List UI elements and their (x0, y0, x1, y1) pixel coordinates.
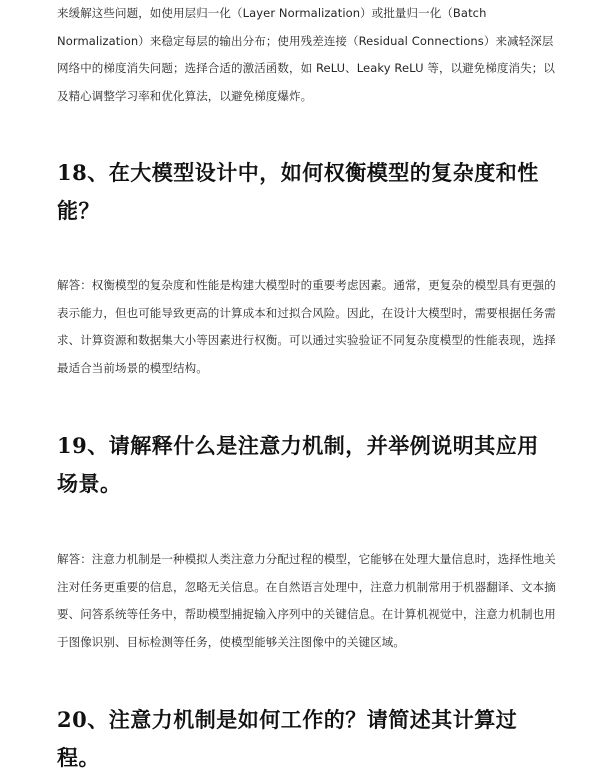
question-18-heading: 18、在大模型设计中，如何权衡模型的复杂度和性能？ (57, 160, 539, 223)
intro-paragraph: 来缓解这些问题，如使用层归一化（Layer Normalization）或批量归一化（Batch Normalization）来稳定每层的输出分布；使用残差连接（Residual Connections）来减轻深层网络中的梯度消失问题；选择合适的激活函数，如 ReLU、Leaky ReLU 等，以避免梯度消失；以及精心调整学习率和优化算法，以避免梯度爆炸。 (57, 6, 555, 103)
question-19-heading: 19、请解释什么是注意力机制，并举例说明其应用场景。 (57, 433, 539, 496)
answer-19-paragraph: 解答：注意力机制是一种模拟人类注意力分配过程的模型，它能够在处理大量信息时，选择性地关注对任务更重要的信息，忽略无关信息。在自然语言处理中，注意力机制常用于机器翻译、文本摘要、问答系统等任务中，帮助模型捕捉输入序列中的关键信息。在计算机视觉中，注意力机制也用于图像识别、目标检测等任务，使模型能够关注图像中的关键区域。 (57, 552, 556, 649)
answer-18-paragraph: 解答：权衡模型的复杂度和性能是构建大模型时的重要考虑因素。通常，更复杂的模型具有更强的表示能力，但也可能导致更高的计算成本和过拟合风险。因此，在设计大模型时，需要根据任务需求、计算资源和数据集大小等因素进行权衡。可以通过实验验证不同复杂度模型的性能表现，选择最适合当前场景的模型结构。 (57, 278, 556, 375)
question-20-heading: 20、注意力机制是如何工作的？请简述其计算过程。 (57, 707, 518, 770)
